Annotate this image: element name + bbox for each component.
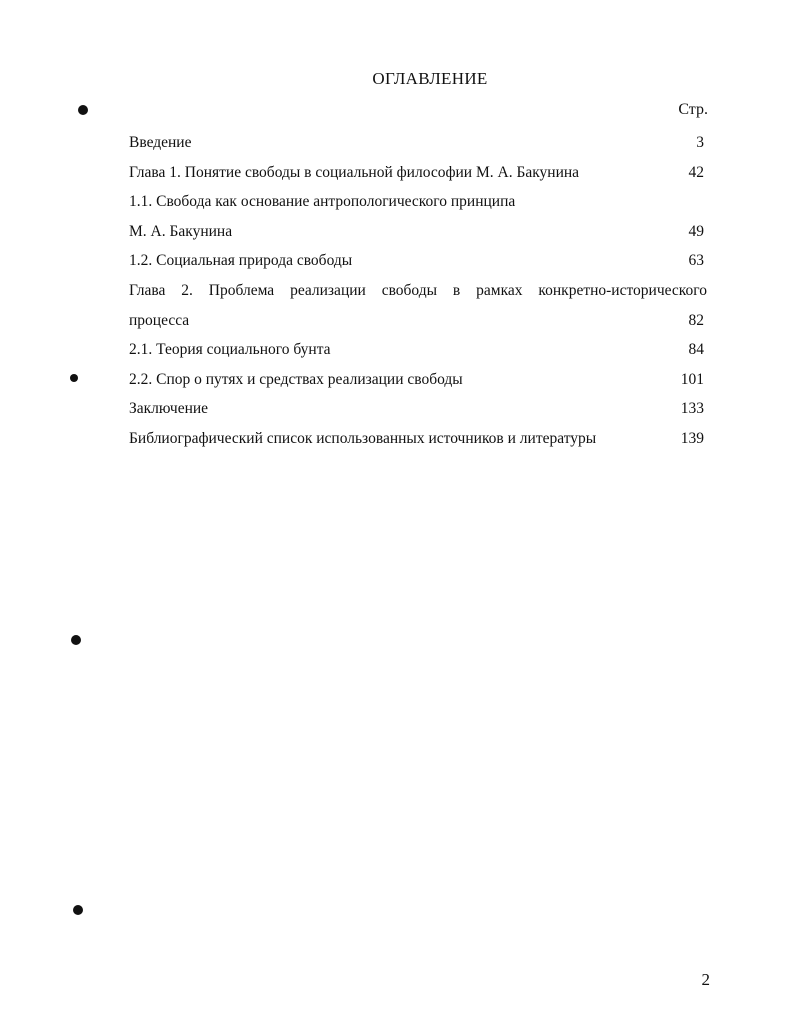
punch-hole-mark [73, 905, 83, 915]
toc-entry-title: 2.2. Спор о путях и средствах реализации свободы [129, 370, 463, 388]
toc-entry-page: 49 [688, 222, 704, 240]
toc-entry-page: 133 [680, 400, 704, 418]
page-title: ОГЛАВЛЕНИЕ [372, 69, 488, 88]
toc-entry-introduction[interactable] [129, 128, 707, 158]
toc-entry-page: 3 [696, 134, 704, 151]
page-number: 2 [701, 970, 710, 989]
toc-entry-section-1-2[interactable] [129, 246, 707, 276]
toc-entry-page: 82 [688, 311, 704, 329]
toc-entry-chapter-2[interactable] [129, 276, 707, 306]
page-column-label: Стр. [678, 101, 708, 118]
toc-entry-bibliography[interactable] [129, 424, 707, 454]
toc-entry-title: процесса [129, 311, 190, 329]
toc-entry-title: Библиографический список использованных источников и литературы [129, 429, 597, 447]
toc-entry-title: Глава 1. Понятие свободы в социальной философии М. А. Бакунина [129, 163, 580, 181]
toc-entry-title: Введение [129, 134, 192, 151]
toc-entry-section-1-1[interactable] [129, 187, 707, 217]
toc-entry-page: 63 [688, 252, 704, 270]
table-of-contents [129, 128, 707, 454]
toc-entry-page: 42 [688, 163, 704, 181]
punch-hole-mark [78, 105, 88, 115]
toc-entry-section-2-1[interactable] [129, 335, 707, 365]
punch-hole-mark [71, 635, 81, 645]
toc-entry-title: Глава 2. Проблема реализации свободы в рамках конкретно-исторического [129, 281, 707, 299]
toc-entry-chapter-1[interactable] [129, 158, 707, 188]
toc-entry-page: 139 [680, 429, 704, 447]
toc-entry-conclusion[interactable] [129, 394, 707, 424]
toc-entry-title: М. А. Бакунина [129, 222, 233, 240]
toc-entry-section-2-2[interactable] [129, 365, 707, 395]
toc-entry-page: 101 [680, 370, 704, 388]
toc-entry-page: 84 [688, 341, 704, 359]
punch-hole-mark [70, 374, 78, 382]
toc-entry-title: Заключение [129, 400, 209, 418]
toc-entry-section-1-1-continued[interactable] [129, 217, 707, 247]
toc-entry-title: 1.2. Социальная природа свободы [129, 252, 353, 270]
toc-entry-title: 1.1. Свобода как основание антропологического принципа [129, 193, 516, 211]
toc-entry-title: 2.1. Теория социального бунта [129, 341, 331, 359]
toc-entry-chapter-2-continued[interactable] [129, 306, 707, 336]
